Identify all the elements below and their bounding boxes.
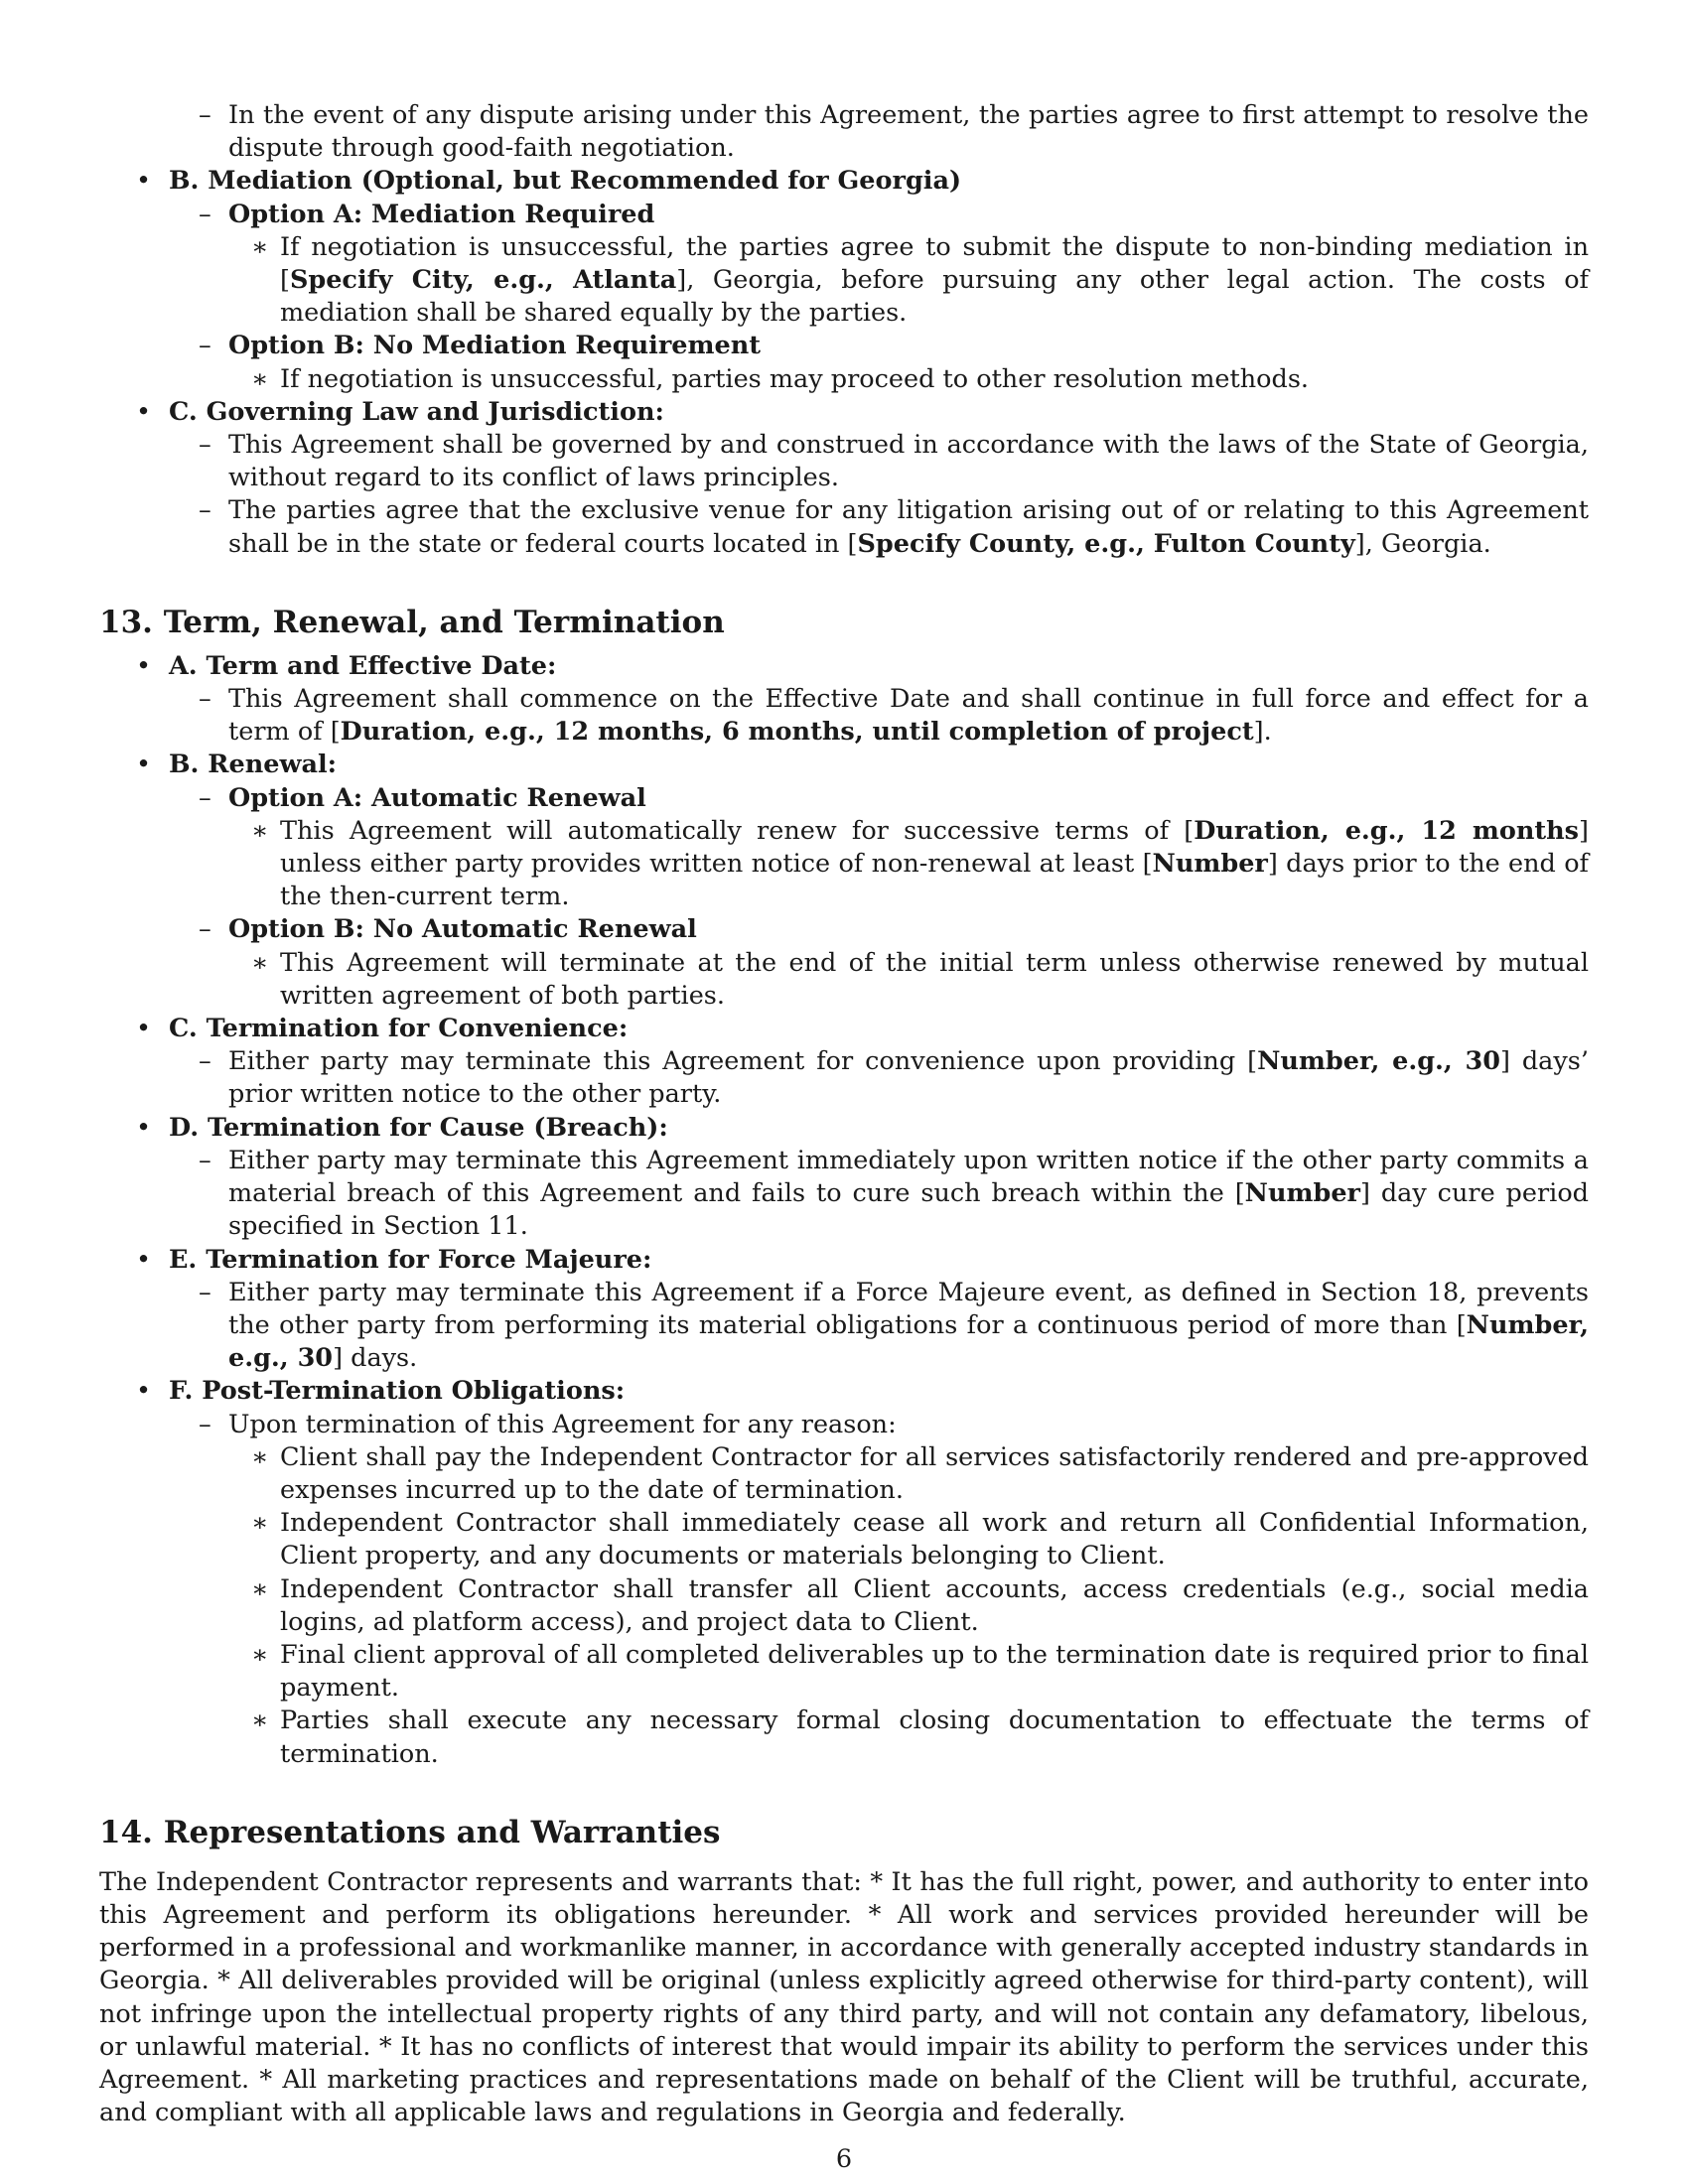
asterisk-bullet: ∗ bbox=[251, 1508, 269, 1539]
item-heading: C. Governing Law and Jurisdiction: bbox=[169, 396, 664, 427]
list-item bbox=[99, 1244, 1589, 1277]
item-text: This Agreement will terminate at the end of the initial term unless otherwise renewed by mutual written agreement of both parties. bbox=[280, 947, 1589, 1011]
dash-bullet: – bbox=[199, 1145, 211, 1175]
item-text: Independent Contractor shall transfer all Client accounts, access credentials (e.g., social media logins, ad platform access), and project data to Client. bbox=[280, 1573, 1589, 1637]
list-item bbox=[99, 99, 1589, 165]
list-item bbox=[99, 429, 1589, 494]
placeholder-text: Number bbox=[1244, 1178, 1360, 1209]
asterisk-bullet: ∗ bbox=[251, 1441, 269, 1472]
item-text: ] days prior to the end of the then-current term. bbox=[280, 849, 1589, 912]
list-item bbox=[99, 1013, 1589, 1045]
item-heading: C. Termination for Convenience: bbox=[169, 1014, 629, 1044]
item-text: ] day cure period specified in Section 11. bbox=[228, 1178, 1589, 1242]
asterisk-bullet: ∗ bbox=[251, 1573, 269, 1604]
item-text: This Agreement shall be governed by and construed in accordance with the laws of the State of Georgia, without regard to its conflict of laws principles. bbox=[228, 430, 1589, 493]
list-item bbox=[99, 396, 1589, 429]
item-text: This Agreement shall commence on the Effective Date and shall continue in full force and effect for a term of [ bbox=[228, 684, 1589, 748]
document-page bbox=[99, 99, 1589, 2129]
list-item bbox=[99, 1441, 1589, 1507]
asterisk-bullet: ∗ bbox=[251, 1706, 269, 1736]
list-item bbox=[99, 1573, 1589, 1639]
list-item bbox=[99, 1639, 1589, 1705]
item-text: Final client approval of all completed deliverables up to the termination date is required prior to final payment. bbox=[280, 1639, 1589, 1704]
section-heading: 14. Representations and Warranties bbox=[99, 1814, 721, 1850]
dot-bullet: • bbox=[136, 1014, 152, 1044]
item-text: ] days’ prior written notice to the other party. bbox=[228, 1046, 1589, 1110]
list-item bbox=[99, 749, 1589, 781]
item-text: The parties agree that the exclusive venue for any litigation arising out of or relating to this Agreement shall be in the state or federal courts located in [ bbox=[228, 495, 1589, 559]
list-item bbox=[99, 683, 1589, 749]
item-text: Parties shall execute any necessary formal closing documentation to effectuate the terms of termination. bbox=[280, 1706, 1589, 1769]
item-heading: A. Term and Effective Date: bbox=[169, 650, 557, 681]
option-heading: Option A: Mediation Required bbox=[228, 199, 655, 229]
list-item bbox=[99, 1145, 1589, 1244]
list-item bbox=[99, 1277, 1589, 1376]
item-text: ] unless either party provides written notice of non-renewal at least [ bbox=[280, 815, 1589, 880]
list-item bbox=[99, 1507, 1589, 1572]
asterisk-bullet: ∗ bbox=[251, 231, 269, 262]
item-text: Independent Contractor shall immediately cease all work and return all Confidential Information, Client property, and any documents or materials belonging to Client. bbox=[280, 1508, 1589, 1571]
item-text: In the event of any dispute arising under this Agreement, the parties agree to first attempt to resolve the dispute through good-faith negotiation. bbox=[228, 100, 1589, 164]
list-item bbox=[99, 815, 1589, 914]
dash-bullet: – bbox=[199, 684, 211, 715]
option-heading: Option B: No Mediation Requirement bbox=[228, 331, 762, 361]
placeholder-text: Number, e.g., 30 bbox=[228, 1309, 1589, 1374]
item-text: Client shall pay the Independent Contractor for all services satisfactorily rendered and pre-approved expenses incurred up to the date of termination. bbox=[280, 1441, 1589, 1505]
placeholder-text: Number bbox=[1152, 849, 1268, 880]
asterisk-bullet: ∗ bbox=[251, 1639, 269, 1670]
dash-bullet: – bbox=[199, 331, 211, 361]
list-item bbox=[99, 330, 1589, 362]
dot-bullet: • bbox=[136, 1376, 152, 1407]
dash-bullet: – bbox=[199, 1046, 211, 1077]
item-text: ]. bbox=[1253, 717, 1272, 748]
list-item bbox=[99, 947, 1589, 1013]
item-text: ] days. bbox=[333, 1343, 418, 1374]
asterisk-bullet: ∗ bbox=[251, 815, 269, 846]
dash-bullet: – bbox=[199, 100, 211, 130]
option-heading: Option B: No Automatic Renewal bbox=[228, 914, 697, 945]
list-item bbox=[99, 782, 1589, 815]
item-heading: B. Renewal: bbox=[169, 750, 338, 780]
list-item bbox=[99, 913, 1589, 946]
item-text: If negotiation is unsuccessful, the parties agree to submit the dispute to non-binding mediation in [ bbox=[280, 231, 1589, 296]
list-item bbox=[99, 1409, 1589, 1441]
dot-bullet: • bbox=[136, 1112, 152, 1143]
item-heading: E. Termination for Force Majeure: bbox=[169, 1244, 652, 1275]
asterisk-bullet: ∗ bbox=[251, 947, 269, 978]
placeholder-text: Duration, e.g., 12 months, 6 months, until completion of project bbox=[340, 717, 1254, 748]
item-text: ], Georgia. bbox=[1354, 528, 1491, 559]
list-item bbox=[99, 1705, 1589, 1770]
item-heading: F. Post-Termination Obligations: bbox=[169, 1376, 626, 1407]
dash-bullet: – bbox=[199, 495, 211, 526]
dash-bullet: – bbox=[199, 782, 211, 813]
asterisk-bullet: ∗ bbox=[251, 363, 269, 394]
dot-bullet: • bbox=[136, 750, 152, 780]
list-item bbox=[99, 1375, 1589, 1408]
dash-bullet: – bbox=[199, 1409, 211, 1439]
list-item bbox=[99, 650, 1589, 683]
item-text: Upon termination of this Agreement for any reason: bbox=[228, 1409, 897, 1439]
item-text: This Agreement will automatically renew for successive terms of [ bbox=[280, 815, 1195, 846]
item-text: Either party may terminate this Agreement for convenience upon providing [ bbox=[228, 1046, 1258, 1077]
dash-bullet: – bbox=[199, 914, 211, 945]
dash-bullet: – bbox=[199, 430, 211, 461]
placeholder-text: Specify City, e.g., Atlanta bbox=[289, 265, 677, 296]
item-text: Either party may terminate this Agreement immediately upon written notice if the other party commits a material breach of this Agreement and fails to cure such breach within the [ bbox=[228, 1145, 1589, 1209]
dot-bullet: • bbox=[136, 166, 152, 197]
item-text: Either party may terminate this Agreement if a Force Majeure event, as defined in Section 18, prevents the other party from performing its material obligations for a continuous period of more than [ bbox=[228, 1277, 1589, 1340]
item-heading: D. Termination for Cause (Breach): bbox=[169, 1112, 668, 1143]
list-item bbox=[99, 1112, 1589, 1145]
list-item bbox=[99, 199, 1589, 231]
page-number: 6 bbox=[835, 2144, 853, 2174]
placeholder-text: Specify County, e.g., Fulton County bbox=[857, 528, 1355, 559]
list-item bbox=[99, 363, 1589, 396]
list-item bbox=[99, 1045, 1589, 1111]
item-text: If negotiation is unsuccessful, parties may proceed to other resolution methods. bbox=[280, 363, 1310, 394]
option-heading: Option A: Automatic Renewal bbox=[228, 782, 646, 813]
dash-bullet: – bbox=[199, 199, 211, 229]
section-paragraph: The Independent Contractor represents and warrants that: * It has the full right, power, and authority to enter into this Agreement and perform its obligations hereunder. * All work and services provided hereunder will be performed in a professional and workmanlike manner, in accordance with generally accepted industry standards in Georgia. * All deliverables provided will be original (unless explicitly agreed otherwise for third-party content), will not infringe upon the intellectual property rights of any third party, and will not contain any defamatory, libelous, or unlawful material. * It has no conflicts of interest that would impair its ability to perform the services under this Agreement. * All marketing practices and representations made on behalf of the Client will be truthful, accurate, and compliant with all applicable laws and regulations in Georgia and federally. bbox=[99, 1866, 1589, 2128]
dot-bullet: • bbox=[136, 650, 152, 681]
placeholder-text: Duration, e.g., 12 months bbox=[1194, 815, 1580, 846]
item-heading: B. Mediation (Optional, but Recommended for Georgia) bbox=[169, 166, 962, 197]
dash-bullet: – bbox=[199, 1277, 211, 1307]
dot-bullet: • bbox=[136, 1244, 152, 1275]
list-item bbox=[99, 231, 1589, 331]
list-item bbox=[99, 494, 1589, 560]
section-heading: 13. Term, Renewal, and Termination bbox=[99, 604, 725, 640]
item-text: ], Georgia, before pursuing any other legal action. The costs of mediation shall be shared equally by the parties. bbox=[280, 265, 1589, 329]
placeholder-text: Number, e.g., 30 bbox=[1257, 1046, 1500, 1077]
list-item bbox=[99, 165, 1589, 198]
dot-bullet: • bbox=[136, 396, 152, 427]
